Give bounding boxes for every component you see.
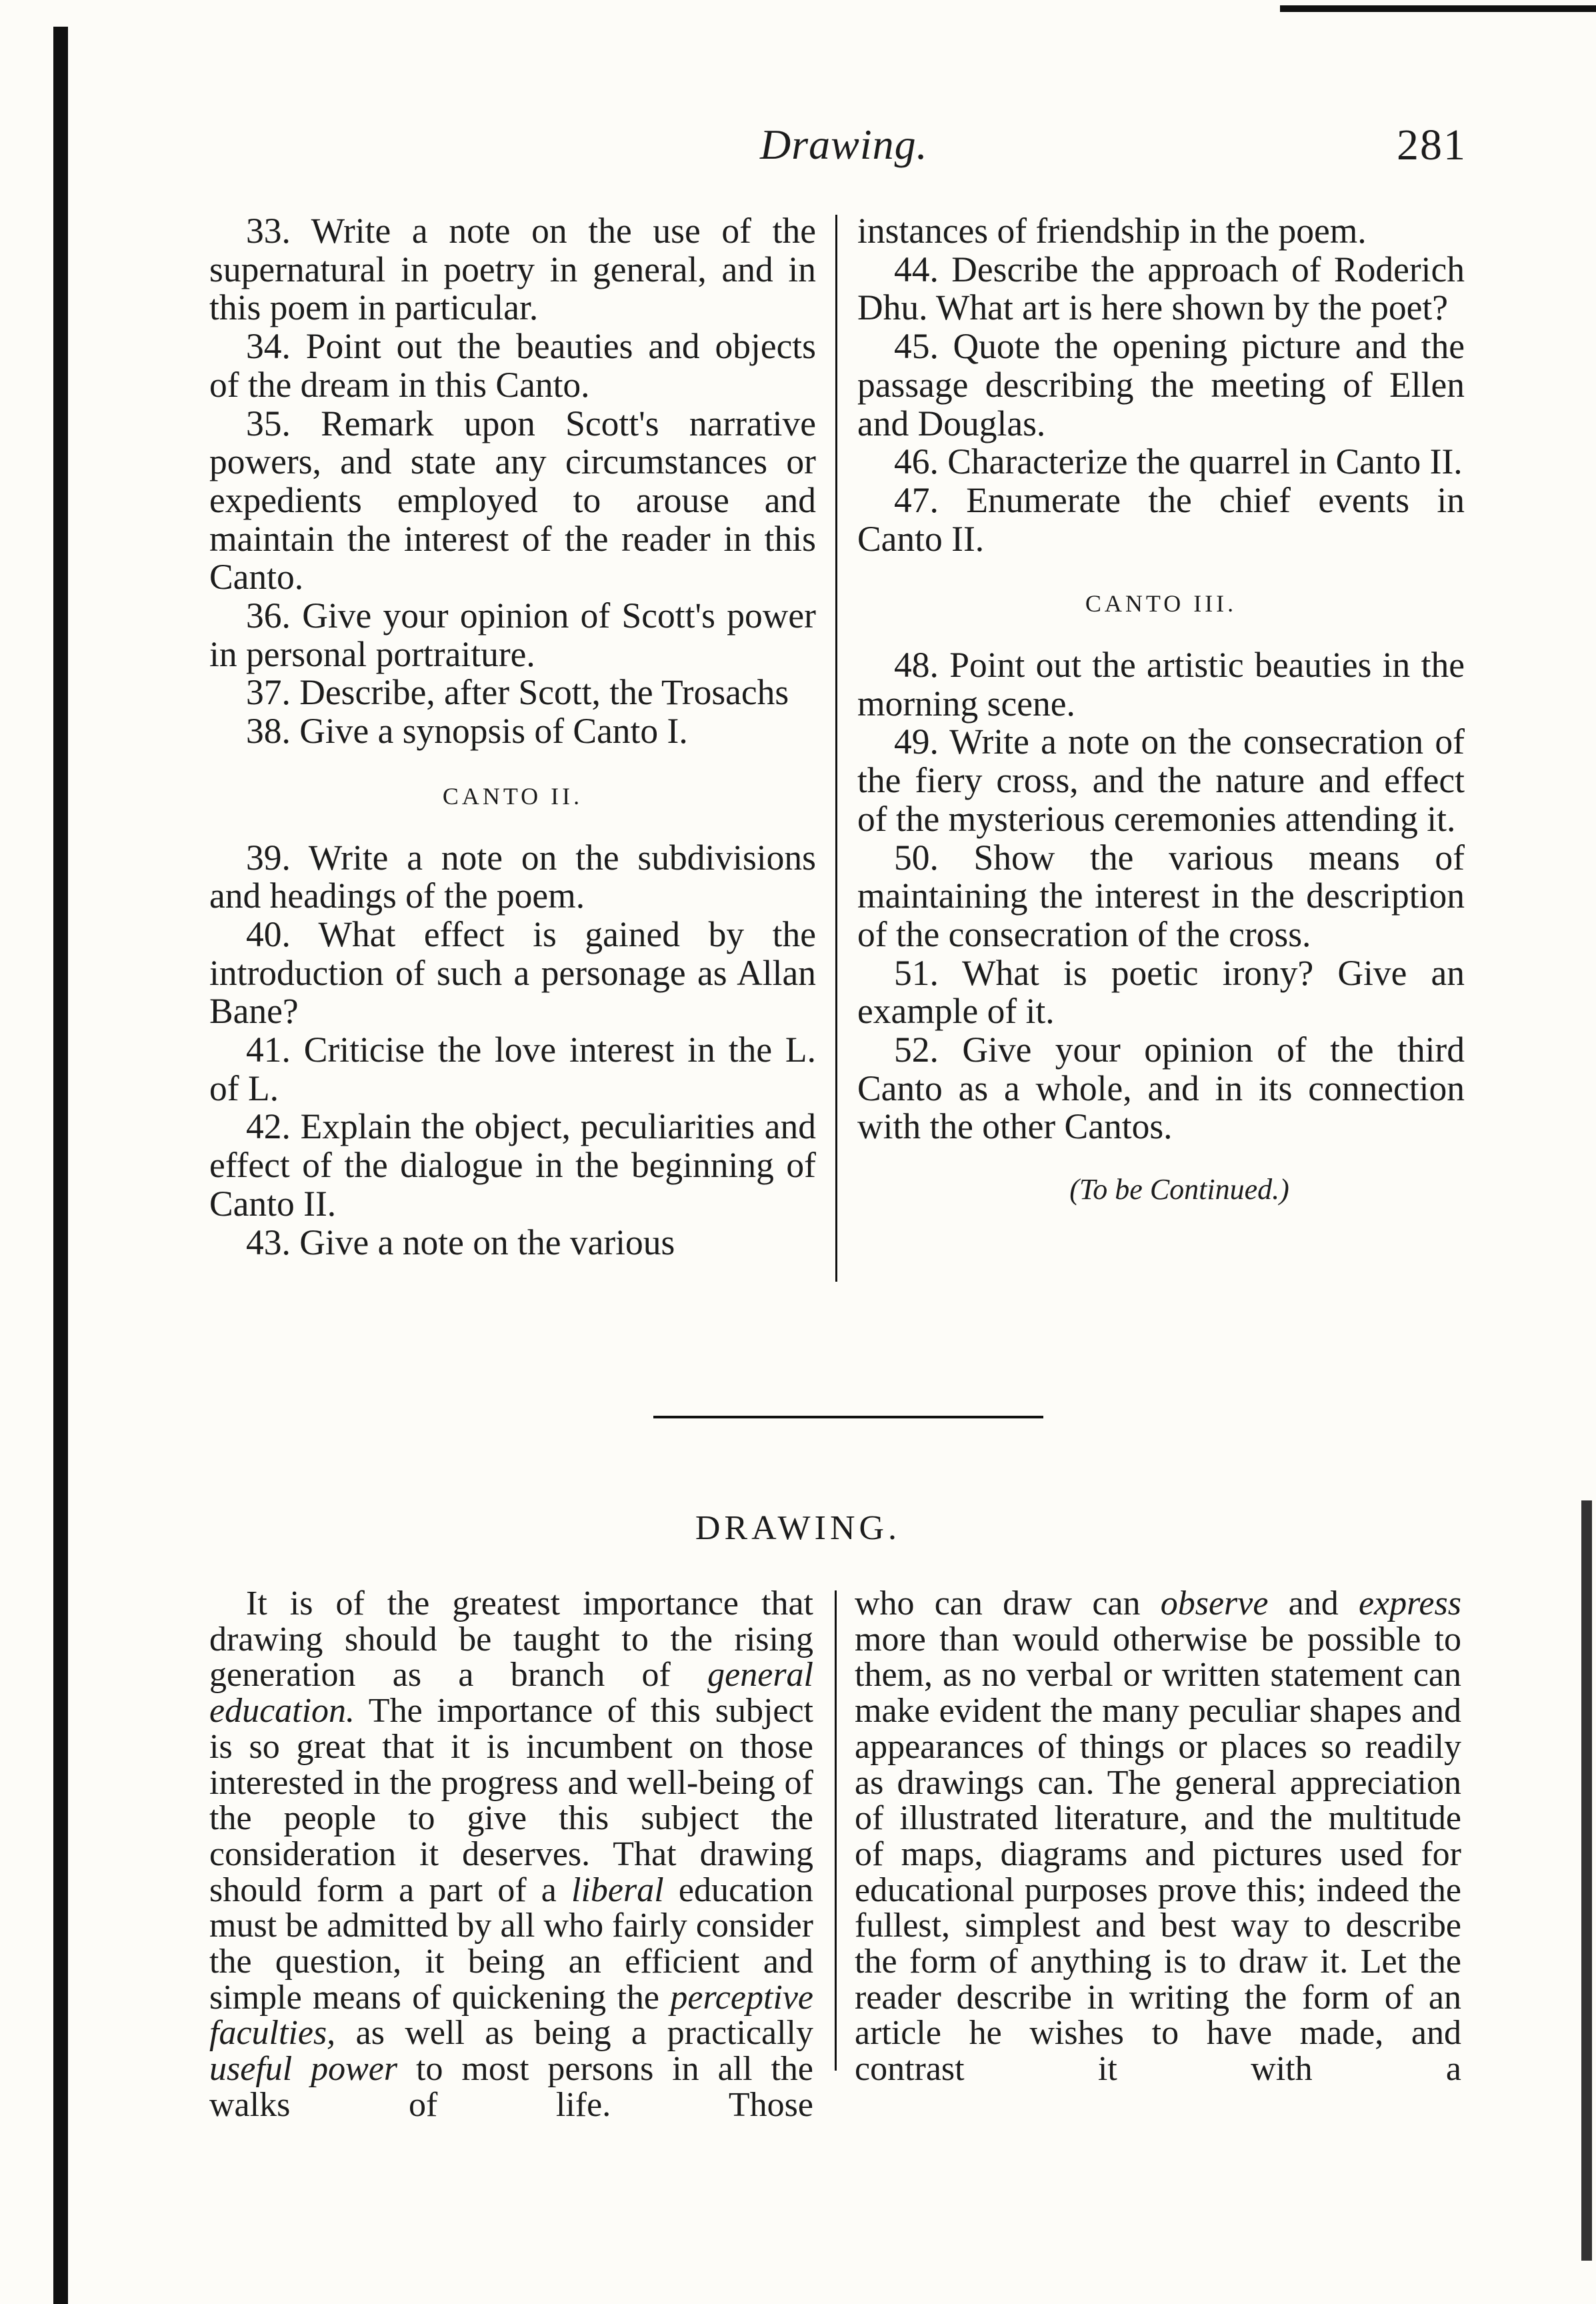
question-item (857, 839, 1465, 954)
question-number: 33. (246, 211, 291, 251)
question-item (209, 597, 816, 674)
column-divider-top (835, 215, 837, 1282)
question-text: Give your opinion of Scott's power in personal portraiture. (209, 596, 816, 674)
drawing-text-left (209, 1586, 813, 2123)
question-text: What is poetic irony? Give an example of it. (857, 952, 1465, 1032)
question-item (857, 723, 1465, 838)
canto-iii-heading: CANTO III. (1085, 590, 1237, 618)
section-separator (653, 1416, 1043, 1418)
column-divider-bottom (835, 1590, 837, 2071)
question-text: Characterize the quarrel in Canto II. (947, 441, 1463, 482)
question-item (857, 443, 1465, 481)
question-text: Remark upon Scott's narrative powers, and state any circumstances or expedients employed to arouse and maintain the interest of the reader in this Canto. (209, 403, 817, 598)
question-number: 41. (246, 1030, 291, 1070)
question-item (209, 1224, 816, 1262)
question-item (857, 327, 1465, 443)
questions-column-right (857, 212, 1465, 1209)
question-list-canto-ii (209, 839, 816, 1262)
question-item (209, 405, 816, 598)
question-list-canto-ii-cont (857, 251, 1465, 559)
question-text: Write a note on the subdivisions and headings of the poem. (209, 837, 816, 916)
question-item (209, 1031, 816, 1108)
question-number: 44. (894, 249, 939, 289)
question-item (857, 646, 1465, 723)
question-item (857, 481, 1465, 558)
question-number: 35. (246, 403, 291, 443)
question-text: Show the various means of maintaining the interest in the description of the consecration of the cross. (857, 837, 1465, 954)
question-item (857, 1031, 1465, 1146)
question-text: Write a note on the use of the supernatural in poetry in general, and in this poem in particular. (209, 211, 816, 328)
top-right-scan-line (1280, 5, 1596, 12)
question-number: 46. (894, 441, 939, 482)
question-item (857, 251, 1465, 327)
question-text: Give your opinion of the third Canto as a whole, and in its connection with the other Cantos. (857, 1030, 1465, 1147)
question-item (209, 674, 816, 712)
question-item (857, 954, 1465, 1031)
questions-column-left (209, 212, 816, 1262)
question-number: 45. (894, 326, 939, 367)
question-text: Criticise the love interest in the L. of L. (209, 1030, 816, 1108)
question-text: Write a note on the consecration of the fiery cross, and the nature and effect of the mysterious ceremonies attending it. (857, 722, 1465, 839)
question-number: 43. (246, 1222, 291, 1262)
left-scan-border (53, 27, 68, 2304)
question-number: 36. (246, 596, 291, 636)
question-item (209, 839, 816, 916)
question-43-continuation: instances of friendship in the poem. (857, 211, 1367, 251)
question-number: 42. (246, 1106, 291, 1147)
question-number: 51. (894, 952, 939, 993)
question-number: 49. (894, 722, 939, 762)
right-scan-edge (1581, 1500, 1592, 2261)
question-list-canto-i (209, 212, 816, 751)
question-number: 48. (894, 645, 939, 686)
drawing-text-right (855, 1586, 1461, 2087)
question-text: Describe the approach of Roderich Dhu. What art is here shown by the poet? (857, 249, 1465, 328)
question-number: 37. (246, 672, 291, 713)
question-number: 50. (894, 837, 939, 878)
question-number: 40. (246, 914, 291, 954)
question-text: Describe, after Scott, the Trosachs (299, 672, 789, 713)
question-item (209, 916, 816, 1031)
question-list-canto-iii (857, 646, 1465, 1146)
drawing-section-title: DRAWING. (695, 1509, 901, 1547)
drawing-paragraph-right: who can draw can observe and express more than would otherwise be possible to them, as no verbal or written statement can make evident the many peculiar shapes and appearances of things or places so readily as drawings can. The general appreciation of illustrated literature, and the multitude of maps, diagrams and pictures used for educational purposes prove this; indeed the fullest, simplest and best way to describe the form of anything is to draw it. Let the reader describe in writing the form of an article he wishes to have made, and contrast it with a (855, 1584, 1461, 2089)
canto-ii-heading: CANTO II. (442, 782, 583, 810)
question-text: Give a note on the various (299, 1222, 675, 1262)
question-text: Point out the beauties and objects of the dream in this Canto. (209, 326, 816, 405)
question-number: 34. (246, 326, 291, 367)
question-item (209, 712, 816, 751)
question-item (209, 212, 816, 327)
question-item (209, 1108, 816, 1223)
question-text: Quote the opening picture and the passage describing the meeting of Ellen and Douglas. (857, 326, 1465, 443)
question-item (209, 327, 816, 404)
running-head-title: Drawing. (760, 121, 928, 168)
question-text: Enumerate the chief events in Canto II. (857, 479, 1465, 559)
question-number: 47. (894, 479, 939, 520)
question-text: What effect is gained by the introduction of such a personage as Allan Bane? (209, 914, 816, 1032)
drawing-paragraph-left: It is of the greatest importance that drawing should be taught to the rising generation as a branch of general education. The importance of this subject is so great that it is incumbent on those interested in the progress and well-being of the people to give this subject the consideration it deserves. That drawing should form a part of a liberal education must be admitted by all who fairly consider the question, it being an efficient and simple means of quickening the perceptive faculties, as well as being a practically useful power to most persons in all the walks of life. Those (209, 1584, 813, 2124)
to-be-continued: (To be Continued.) (1069, 1173, 1289, 1206)
question-number: 38. (246, 711, 291, 752)
question-text: Give a synopsis of Canto I. (299, 711, 688, 752)
page-number: 281 (1397, 121, 1467, 169)
question-number: 39. (246, 837, 291, 878)
question-number: 52. (894, 1030, 939, 1070)
question-text: Explain the object, peculiarities and effect of the dialogue in the beginning of Canto II. (209, 1106, 816, 1224)
question-text: Point out the artistic beauties in the morning scene. (857, 645, 1465, 724)
